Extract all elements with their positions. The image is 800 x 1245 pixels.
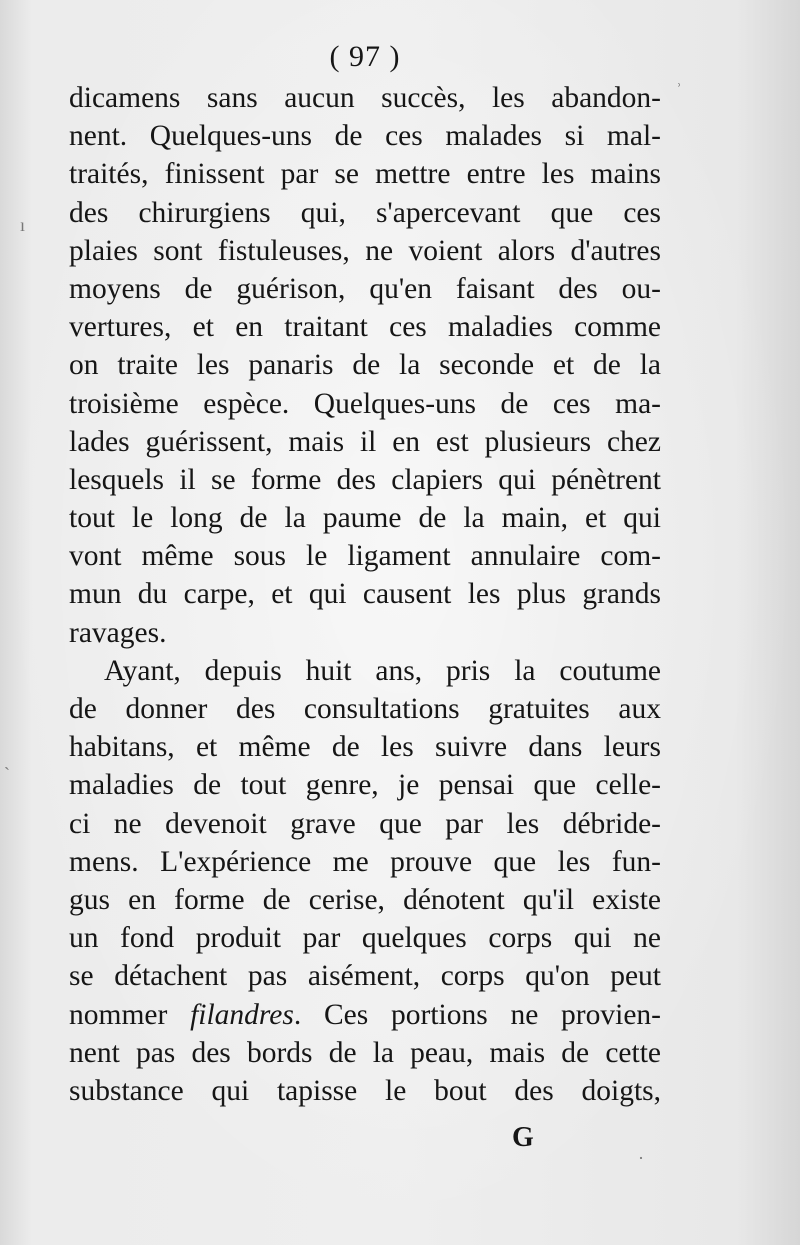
text-line: se détachent pas aisément, corps qu'on peut	[69, 960, 661, 993]
body-text	[69, 79, 661, 1110]
text-line: lesquels il se forme des clapiers qui pénètrent	[69, 463, 661, 496]
text-line: ci ne devenoit grave que par les débride-	[69, 807, 661, 840]
text-line: lades guérissent, mais il en est plusieurs chez	[69, 425, 661, 458]
text-line: tout le long de la paume de la main, et qui	[69, 502, 661, 535]
text-line: nent pas des bords de la peau, mais de cette	[69, 1036, 661, 1069]
text-line: des chirurgiens qui, s'apercevant que ces	[69, 196, 661, 229]
text-line: gus en forme de cerise, dénotent qu'il existe	[69, 883, 661, 916]
text-fragment: . Ces portions ne provien-	[293, 998, 661, 1031]
paragraph-end-line: ravages.	[69, 616, 167, 649]
text-line: troisième espèce. Quelques-uns de ces ma-	[69, 387, 661, 420]
page-number: ( 97 )	[329, 40, 401, 73]
text-line: moyens de guérison, qu'en faisant des ou-	[69, 272, 661, 305]
text-line: mens. L'expérience me prouve que les fun-	[69, 845, 661, 878]
ink-speck-icon: ·	[638, 1148, 644, 1168]
signature-mark: G	[512, 1122, 534, 1153]
text-line: vont même sous le ligament annulaire com-	[69, 540, 661, 573]
text-line: de donner des consultations gratuites aux	[69, 693, 661, 725]
ink-speck-icon: ʾ	[676, 80, 682, 100]
text-line: plaies sont fistuleuses, ne voient alors d'autres	[69, 234, 661, 267]
text-line: nent. Quelques-uns de ces malades si mal-	[69, 120, 661, 153]
text-line: mun du carpe, et qui causent les plus grands	[69, 578, 661, 611]
text-line: un fond produit par quelques corps qui ne	[69, 922, 661, 955]
text-fragment: nommer	[69, 998, 191, 1031]
text-line: habitans, et même de les suivre dans leurs	[69, 731, 661, 764]
text-line: vertures, et en traitant ces maladies comme	[69, 311, 661, 344]
italic-term: filandres	[190, 998, 294, 1031]
text-line: substance qui tapisse le bout des doigts,	[69, 1074, 661, 1107]
text-line: traités, finissent par se mettre entre les mains	[69, 158, 661, 191]
text-line-with-italic	[69, 996, 661, 1034]
ink-speck-icon: ı	[20, 215, 26, 235]
text-line: on traite les panaris de la seconde et de la	[69, 349, 661, 382]
text-line: maladies de tout genre, je pensai que celle-	[69, 769, 661, 802]
paragraph-start-line: Ayant, depuis huit ans, pris la coutume	[104, 654, 661, 687]
ink-speck-icon: ˏ	[4, 750, 10, 770]
text-line: dicamens sans aucun succès, les abandon-	[69, 82, 661, 114]
